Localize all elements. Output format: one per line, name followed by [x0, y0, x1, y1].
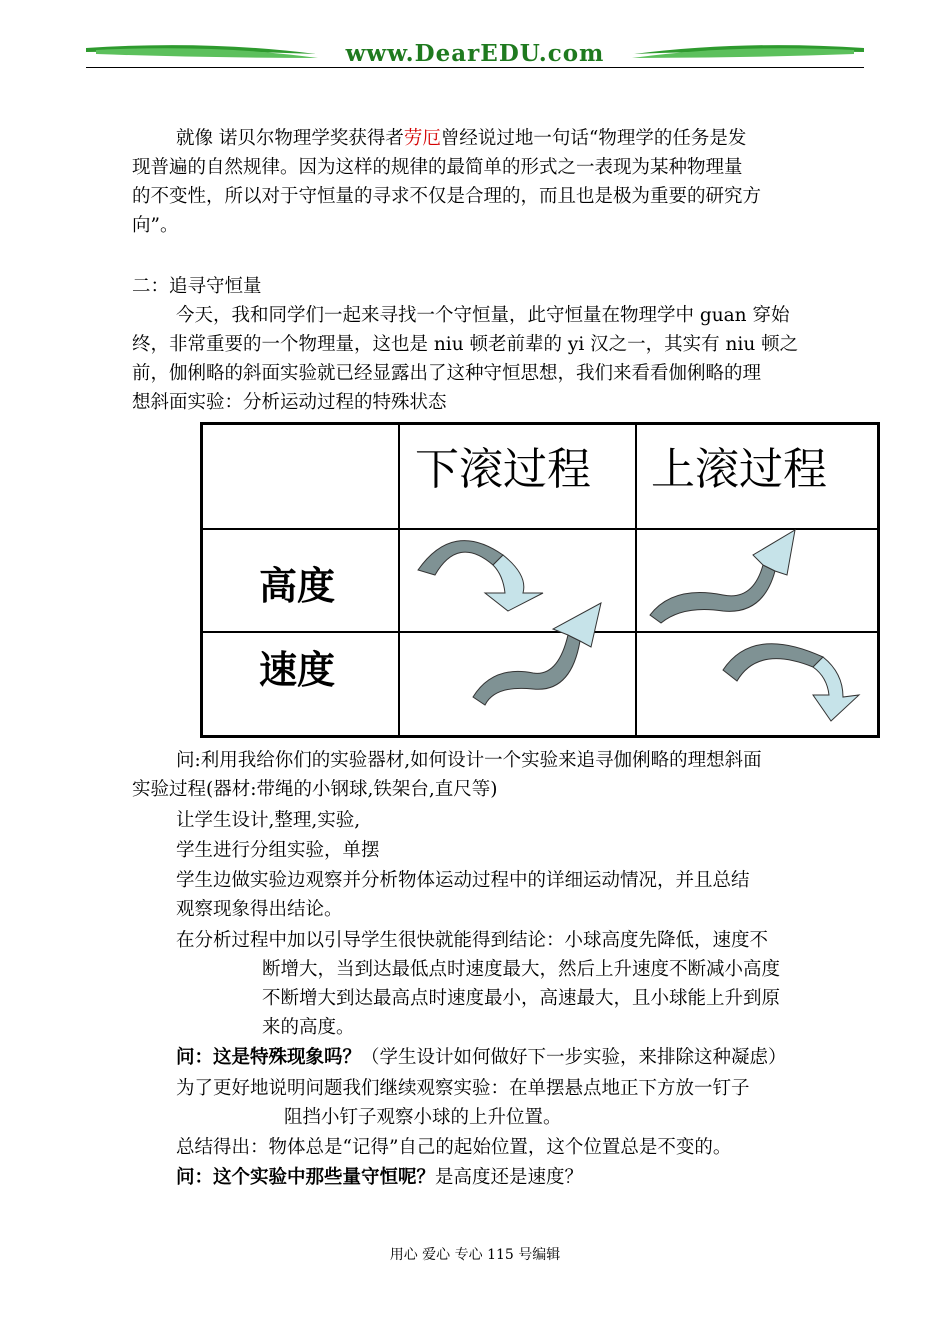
page-footer: 用心 爱心 专心 115 号编辑 [389, 1247, 561, 1263]
height-up-arrow-icon [650, 530, 795, 623]
section-line-2: 终，非常重要的一个物理量，这也是 niu 顿老前辈的 yi 汉之一，其实有 niu 顿之 [132, 334, 799, 355]
intro-line-3: 的不变性，所以对于守恒量的寻求不仅是合理的，而且也是极为重要的研究方 [132, 186, 762, 207]
motion-table [200, 422, 880, 738]
laue-name: 劳厄 [403, 128, 441, 149]
row-label-speed: 速度 [259, 648, 336, 692]
question-3: 问：这个实验中那些量守恒呢？是高度还是速度？ [176, 1167, 584, 1188]
step-5-line-2: 阻挡小钉子观察小球的上升位置。 [284, 1107, 562, 1128]
header-rule [86, 67, 864, 68]
height-down-arrow-icon [418, 541, 543, 611]
question-1-line-2: 实验过程(器材:带绳的小钢球,铁架台,直尺等) [132, 779, 498, 800]
intro-line-4: 向”。 [132, 215, 179, 236]
step-4-line-3: 不断增大到达最高点时速度最小，高速最大，且小球能上升到原 [262, 988, 781, 1009]
header-rolling-down: 下滚过程 [415, 444, 591, 495]
speed-down-arrow-icon [473, 603, 601, 705]
section-line-3: 前，伽俐略的斜面实验就已经显露出了这种守恒思想，我们来看看伽俐略的理 [132, 363, 762, 384]
step-3-line-2: 观察现象得出结论。 [176, 899, 343, 920]
step-1: 让学生设计,整理,实验, [176, 810, 361, 831]
header-rolling-up: 上滚过程 [651, 444, 827, 495]
question-1-line-1: 问:利用我给你们的实验器材,如何设计一个实验来追寻伽俐略的理想斜面 [176, 750, 762, 771]
intro-line-1: 就像 诺贝尔物理学奖获得者劳厄曾经说过地一句话“物理学的任务是发 [176, 128, 747, 149]
speed-up-arrow-icon [723, 644, 859, 721]
step-4-line-4: 来的高度。 [262, 1017, 355, 1038]
row-label-height: 高度 [259, 564, 336, 608]
step-3-line-1: 学生边做实验边观察并分析物体运动过程中的详细运动情况，并且总结 [176, 870, 750, 891]
step-4-line-1: 在分析过程中加以引导学生很快就能得到结论：小球高度先降低，速度不 [176, 930, 769, 951]
summary: 总结得出：物体总是“记得”自己的起始位置，这个位置总是不变的。 [176, 1137, 732, 1158]
step-4-line-2: 断增大，当到达最低点时速度最大，然后上升速度不断减小高度 [262, 959, 781, 980]
section-line-1: 今天，我和同学们一起来寻找一个守恒量，此守恒量在物理学中 guan 穿始 [176, 305, 790, 326]
header-logo: www.DearEDU.com [345, 40, 605, 67]
section-line-4: 想斜面实验：分析运动过程的特殊状态 [132, 392, 447, 413]
question-2: 问：这是特殊现象吗？（学生设计如何做好下一步实验，来排除这种凝虑） [176, 1047, 787, 1068]
step-5-line-1: 为了更好地说明问题我们继续观察实验：在单摆悬点地正下方放一钉子 [176, 1078, 750, 1099]
curved-arrows [203, 425, 877, 735]
intro-line-2: 现普遍的自然规律。因为这样的规律的最简单的形式之一表现为某种物理量 [132, 157, 743, 178]
step-2: 学生进行分组实验，单摆 [176, 840, 380, 861]
section-title: 二：追寻守恒量 [132, 276, 262, 297]
